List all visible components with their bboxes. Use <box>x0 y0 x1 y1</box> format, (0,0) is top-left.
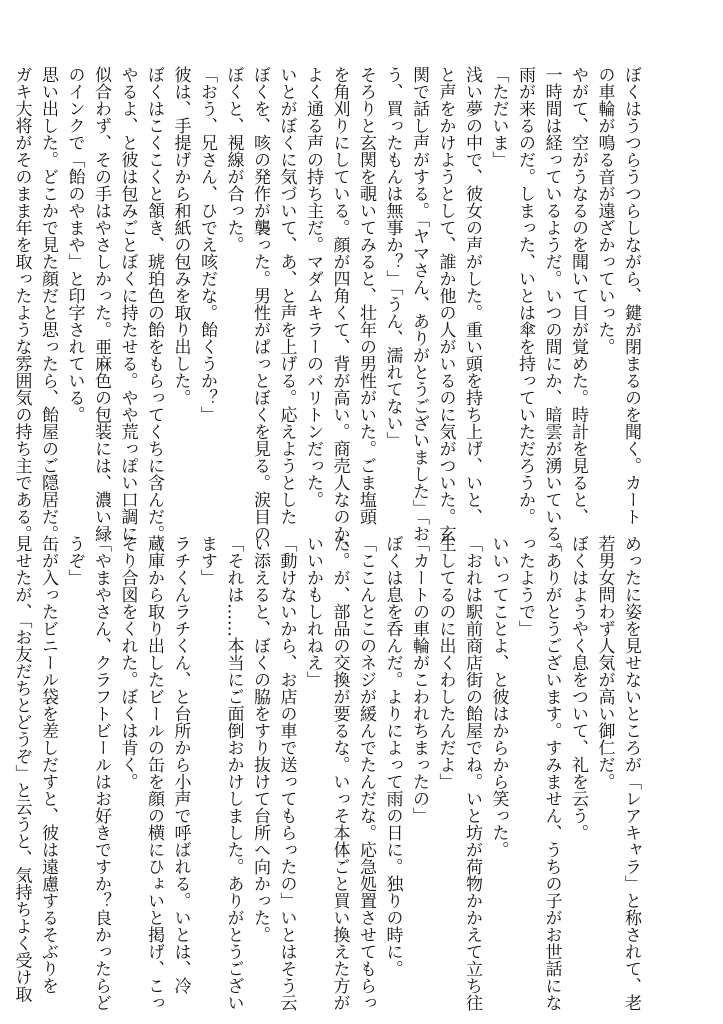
bottom-text-line: めったに姿を見せないところが「レアキャラ」と称されて、老 <box>621 535 641 1011</box>
bottom-text-line: い添えると、ぼくの脇をすり抜けて台所へ向かった。 <box>250 535 270 943</box>
top-text-line: の車輪が鳴る音が遠ざかっていった。 <box>594 66 615 355</box>
bottom-text-line: た。が、部品の交換が要るな。いっそ本体ごと買い換えた方が <box>329 535 350 1011</box>
top-text-line: そろりと玄関を覗いてみると、壮年の男性がいた。ごま塩頭 <box>356 66 376 525</box>
bottom-text-line: 蔵庫から取り出したビールの缶を顔の横にひょいと掲げ、こっ <box>144 535 164 1011</box>
top-text-line: 彼は、手提げから和紙の包みを取り出した。 <box>170 66 191 406</box>
top-text-line: う、買ったもんは無事か？」「うん、濡れてない」 <box>382 66 403 449</box>
top-text-line: 関で話し声がする。「ヤマさん、ありがとうございました」「お <box>409 66 429 542</box>
top-text-line: ぼくと、視線が合った。 <box>223 66 244 253</box>
bottom-text-line: 「カートの車輪がこわれちまったの」 <box>409 535 429 824</box>
bottom-text-line: いいかもしれねえ」 <box>303 535 323 688</box>
top-text-line: ぼくを、咳の発作が襲った。男性がぱっとぼくを見る。涙目の <box>250 66 270 542</box>
bottom-text-block <box>11 535 644 1011</box>
top-text-line: のインクで「飴のやまや」と印字されている。 <box>64 66 85 423</box>
top-text-line: いとがぼくに気づいて、あ、と声を上げる。応えようとした <box>276 66 297 525</box>
top-text-line: を角刈りにしている。顔が四角くて、背が高い。商売人なのか、 <box>329 66 350 559</box>
top-text-line: やがて、空がうなるのを聞いて目が覚めた。時計を見ると、 <box>568 66 588 525</box>
bottom-text-line: そり合図をくれた。ぼくは肯く。 <box>117 535 138 790</box>
bottom-text-line: 「それは……本当にご面倒おかけしました。ありがとうござい <box>223 535 244 1011</box>
bottom-text-line: ぼくは息を呑んだ。よりによって雨の日に。独りの時に。 <box>382 535 403 977</box>
top-text-line: 一時間は経っているようだ。いつの間にか、暗雲が湧いている。 <box>541 66 562 559</box>
bottom-text-line: 「やまやさん、クラフトビールはお好きですか？良かったらど <box>91 535 111 1011</box>
bottom-text-line: ったようで」 <box>515 535 535 637</box>
bottom-text-line: ラチくんラチくん、と台所から小声で呼ばれる。いとは、冷 <box>170 535 191 994</box>
bottom-text-line: 生してるのに出くわしたんだよ」 <box>435 535 456 790</box>
top-text-line: ガキ大将がそのまま年を取ったような雰囲気の持ち主である。 <box>11 66 32 542</box>
bottom-text-line: ます」 <box>197 535 217 586</box>
top-text-line: 似合わず、その手はやさしかった。亜麻色の包装には、濃い緑 <box>91 66 111 542</box>
bottom-text-line: いいってことよ、と彼はからから笑った。 <box>488 535 509 858</box>
bottom-text-line: 「おれは駅前商店街の飴屋でね。いと坊が荷物かかえて立ち往 <box>462 535 482 1011</box>
top-text-line: 雨が来るのだ。しまった、いとは傘を持っていただろうか。 <box>515 66 535 525</box>
bottom-text-line: 缶が入ったビニール袋を差しだすと、彼は遠慮するそぶりを <box>38 535 58 994</box>
top-text-line: ぼくはこくこくと頷き、琥珀色の飴をもらってくちに含んだ。 <box>144 66 164 542</box>
bottom-text-line: 見せたが、「お友だちとどうぞ」と云うと、気持ちよく受け取 <box>11 535 32 1003</box>
top-text-line: と声をかけようとして、誰か他の人がいるのに気がついた。玄 <box>435 66 456 542</box>
top-text-line: やるよ、と彼は包みごとぼくに持たせる。やや荒っぽい口調に <box>117 66 138 542</box>
top-text-line: 思い出した。どこかで見た顔だと思ったら、飴屋のご隠居だ。 <box>38 66 58 542</box>
top-text-line: 「ただいま」 <box>488 66 509 168</box>
bottom-text-line: ぼくはようやく息をついて、礼を云う。 <box>568 535 588 841</box>
top-text-block <box>11 66 644 559</box>
bottom-text-line: 若男女問わず人気が高い御仁だ。 <box>594 535 615 790</box>
bottom-text-line: 「ありがとうございます。すみません、うちの子がお世話にな <box>541 535 562 1011</box>
top-text-line: ぼくはうつらうつらしながら、鍵が閉まるのを聞く。カート <box>621 66 641 525</box>
top-text-line: 「おう、兄さん、ひでえ咳だな。飴くうか？」 <box>197 66 217 423</box>
bottom-text-line: 「動けないから、お店の車で送ってもらったの」いとはそう云 <box>276 535 297 1011</box>
bottom-text-line: うぞ」 <box>64 535 85 586</box>
top-text-line: 浅い夢の中で、彼女の声がした。重い頭を持ち上げ、いと、 <box>462 66 482 525</box>
bottom-text-line: 「ここんとこのネジが緩んでたんだな。応急処置させてもらっ <box>356 535 376 1011</box>
top-text-line: よく通る声の持ち主だ。マダムキラーのバリトンだった。 <box>303 66 323 508</box>
